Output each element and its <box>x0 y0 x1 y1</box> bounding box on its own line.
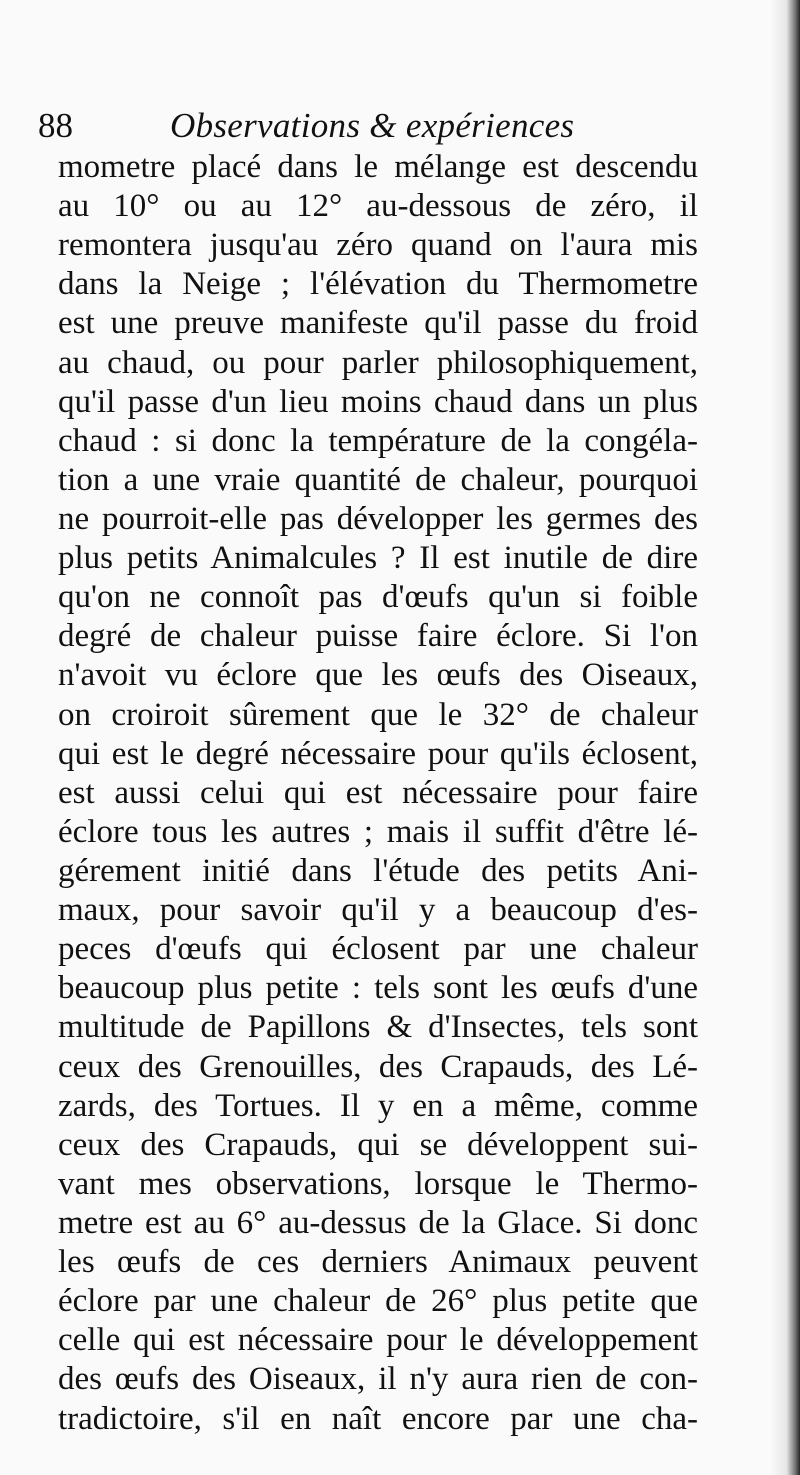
text-line: ceux des Grenouilles, des Crapauds, des Lé- <box>58 1048 698 1085</box>
text-line: est aussi celui qui est nécessaire pour faire <box>58 774 698 811</box>
text-line: les œufs de ces derniers Animaux peuvent <box>58 1244 698 1281</box>
text-line: maux, pour savoir qu'il y a beaucoup d'es- <box>58 892 698 929</box>
text-line: qui est le degré nécessaire pour qu'ils éclosent, <box>58 735 698 772</box>
text-line: au 10° ou au 12° au-dessous de zéro, il <box>58 188 698 225</box>
text-line: zards, des Tortues. Il y en a même, comme <box>58 1087 698 1124</box>
text-line: dans la Neige ; l'élévation du Thermometre <box>58 266 698 303</box>
text-line: éclore tous les autres ; mais il suffit d'être lé- <box>58 813 698 850</box>
text-line: beaucoup plus petite : tels sont les œufs d'une <box>58 970 698 1007</box>
page-spine-shadow <box>770 0 800 1475</box>
text-line: chaud : si donc la température de la congéla- <box>58 422 698 459</box>
text-line: remontera jusqu'au zéro quand on l'aura mis <box>58 227 698 264</box>
text-line: metre est au 6° au-dessus de la Glace. Si donc <box>58 1204 698 1241</box>
text-line: ne pourroit-elle pas développer les germes des <box>58 500 698 537</box>
text-line: plus petits Animalcules ? Il est inutile de dire <box>58 540 698 577</box>
text-line: on croiroit sûrement que le 32° de chaleur <box>58 696 698 733</box>
text-line: celle qui est nécessaire pour le développement <box>58 1322 698 1359</box>
text-line: qu'on ne connoît pas d'œufs qu'un si foible <box>58 579 698 616</box>
text-line: ceux des Crapauds, qui se développent sui- <box>58 1126 698 1163</box>
text-line: des œufs des Oiseaux, il n'y aura rien de con- <box>58 1361 698 1398</box>
page-number: 88 <box>38 106 73 145</box>
text-line: gérement initié dans l'étude des petits Ani- <box>58 852 698 889</box>
text-line: est une preuve manifeste qu'il passe du froid <box>58 305 698 342</box>
page-header <box>38 104 758 148</box>
text-line: tradictoire, s'il en naît encore par une cha- <box>58 1400 698 1437</box>
text-line: multitude de Papillons & d'Insectes, tels sont <box>58 1009 698 1046</box>
text-line: qu'il passe d'un lieu moins chaud dans un plus <box>58 383 698 420</box>
text-line: mometre placé dans le mélange est descendu <box>58 149 698 185</box>
text-line: tion a une vraie quantité de chaleur, pourquoi <box>58 461 698 498</box>
text-line: peces d'œufs qui éclosent par une chaleur <box>58 931 698 968</box>
body-text <box>58 148 698 1439</box>
text-line: vant mes observations, lorsque le Thermo- <box>58 1165 698 1202</box>
running-title: Observations & expériences <box>170 106 575 145</box>
text-line: éclore par une chaleur de 26° plus petite que <box>58 1283 698 1320</box>
text-line: au chaud, ou pour parler philosophiquement, <box>58 344 698 381</box>
text-line: n'avoit vu éclore que les œufs des Oiseaux, <box>58 657 698 694</box>
text-line: degré de chaleur puisse faire éclore. Si l'on <box>58 618 698 655</box>
